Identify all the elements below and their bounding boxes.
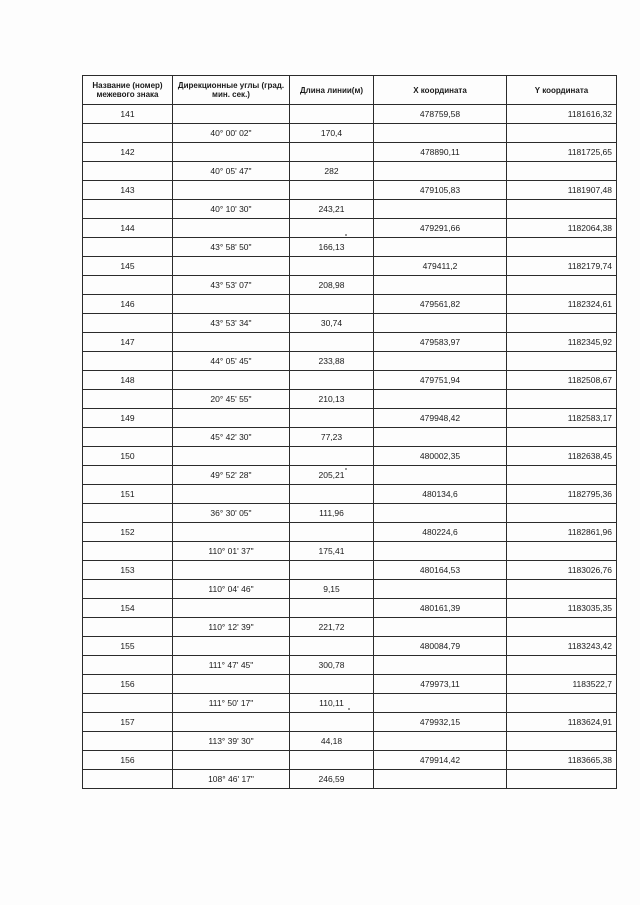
segment-angle: 45° 42' 30" (173, 428, 290, 447)
segment-row (83, 732, 617, 751)
empty-cell (374, 580, 507, 599)
empty-cell (83, 466, 173, 485)
point-y: 1182064,38 (507, 219, 617, 238)
empty-cell (173, 219, 290, 238)
point-name: 148 (83, 371, 173, 390)
segment-length: 282 (290, 162, 374, 181)
segment-angle: 44° 05' 45" (173, 352, 290, 371)
segment-row (83, 618, 617, 637)
segment-angle: 113° 39' 30" (173, 732, 290, 751)
point-name: 145 (83, 257, 173, 276)
empty-cell (173, 371, 290, 390)
empty-cell (374, 542, 507, 561)
point-x: 479751,94 (374, 371, 507, 390)
point-name: 153 (83, 561, 173, 580)
empty-cell (290, 181, 374, 200)
point-y: 1183035,35 (507, 599, 617, 618)
header-y: Y координата (507, 76, 617, 105)
empty-cell (173, 295, 290, 314)
segment-angle: 43° 53' 34" (173, 314, 290, 333)
header-name: Название (номер) межевого знака (83, 76, 173, 105)
empty-cell (507, 580, 617, 599)
empty-cell (374, 238, 507, 257)
empty-cell (290, 143, 374, 162)
scan-speck (345, 468, 347, 470)
point-name: 144 (83, 219, 173, 238)
segment-angle: 40° 10' 30" (173, 200, 290, 219)
point-row (83, 333, 617, 352)
empty-cell (83, 162, 173, 181)
point-row (83, 599, 617, 618)
point-name: 141 (83, 105, 173, 124)
empty-cell (507, 656, 617, 675)
segment-length: 233,88 (290, 352, 374, 371)
empty-cell (374, 770, 507, 789)
point-name: 143 (83, 181, 173, 200)
point-y: 1183624,91 (507, 713, 617, 732)
segment-row (83, 238, 617, 257)
segment-angle: 40° 05' 47" (173, 162, 290, 181)
empty-cell (507, 276, 617, 295)
point-y: 1182179,74 (507, 257, 617, 276)
segment-row (83, 352, 617, 371)
empty-cell (290, 257, 374, 276)
empty-cell (83, 618, 173, 637)
point-x: 480084,79 (374, 637, 507, 656)
point-x: 479973,11 (374, 675, 507, 694)
point-y: 1182583,17 (507, 409, 617, 428)
segment-row (83, 656, 617, 675)
header-length: Длина линии(м) (290, 76, 374, 105)
segment-angle: 20° 45' 55" (173, 390, 290, 409)
segment-angle: 110° 12' 39" (173, 618, 290, 637)
point-row (83, 751, 617, 770)
empty-cell (173, 561, 290, 580)
point-x: 480161,39 (374, 599, 507, 618)
empty-cell (173, 713, 290, 732)
point-x: 480002,35 (374, 447, 507, 466)
segment-row (83, 162, 617, 181)
segment-length: 205,21 (290, 466, 374, 485)
empty-cell (507, 200, 617, 219)
point-y: 1182861,96 (507, 523, 617, 542)
empty-cell (173, 143, 290, 162)
segment-row (83, 580, 617, 599)
point-name: 142 (83, 143, 173, 162)
empty-cell (83, 770, 173, 789)
point-x: 480224,6 (374, 523, 507, 542)
point-name: 147 (83, 333, 173, 352)
point-row (83, 219, 617, 238)
point-y: 1183665,38 (507, 751, 617, 770)
empty-cell (374, 390, 507, 409)
segment-angle: 108° 46' 17" (173, 770, 290, 789)
empty-cell (507, 314, 617, 333)
segment-length: 246,59 (290, 770, 374, 789)
segment-row (83, 276, 617, 295)
empty-cell (83, 276, 173, 295)
table-body (83, 105, 617, 789)
point-x: 479932,15 (374, 713, 507, 732)
empty-cell (290, 751, 374, 770)
empty-cell (83, 732, 173, 751)
point-row (83, 143, 617, 162)
empty-cell (507, 466, 617, 485)
segment-angle: 111° 50' 17" (173, 694, 290, 713)
segment-row (83, 200, 617, 219)
empty-cell (507, 770, 617, 789)
empty-cell (507, 694, 617, 713)
point-y: 1181616,32 (507, 105, 617, 124)
segment-row (83, 390, 617, 409)
point-y: 1182345,92 (507, 333, 617, 352)
empty-cell (83, 428, 173, 447)
empty-cell (374, 466, 507, 485)
empty-cell (290, 409, 374, 428)
point-name: 155 (83, 637, 173, 656)
scan-speck (348, 708, 350, 710)
segment-length: 110,11 (290, 694, 374, 713)
empty-cell (83, 542, 173, 561)
point-y: 1182324,61 (507, 295, 617, 314)
point-y: 1182795,36 (507, 485, 617, 504)
segment-angle: 43° 58' 50" (173, 238, 290, 257)
point-row (83, 105, 617, 124)
empty-cell (507, 732, 617, 751)
segment-length: 44,18 (290, 732, 374, 751)
point-y: 1181907,48 (507, 181, 617, 200)
empty-cell (83, 504, 173, 523)
empty-cell (290, 447, 374, 466)
segment-length: 77,23 (290, 428, 374, 447)
empty-cell (173, 751, 290, 770)
point-row (83, 523, 617, 542)
segment-angle: 110° 04' 46" (173, 580, 290, 599)
point-x: 479914,42 (374, 751, 507, 770)
segment-angle: 43° 53' 07" (173, 276, 290, 295)
empty-cell (374, 504, 507, 523)
empty-cell (173, 447, 290, 466)
point-x: 479105,83 (374, 181, 507, 200)
empty-cell (83, 200, 173, 219)
empty-cell (507, 542, 617, 561)
empty-cell (374, 276, 507, 295)
segment-angle: 49° 52' 28" (173, 466, 290, 485)
empty-cell (173, 181, 290, 200)
empty-cell (173, 409, 290, 428)
empty-cell (173, 599, 290, 618)
segment-length: 111,96 (290, 504, 374, 523)
point-row (83, 713, 617, 732)
point-x: 479411,2 (374, 257, 507, 276)
empty-cell (83, 124, 173, 143)
segment-row (83, 314, 617, 333)
segment-length: 175,41 (290, 542, 374, 561)
empty-cell (173, 257, 290, 276)
empty-cell (290, 713, 374, 732)
point-y: 1183026,76 (507, 561, 617, 580)
empty-cell (173, 637, 290, 656)
empty-cell (290, 371, 374, 390)
point-row (83, 181, 617, 200)
point-row (83, 447, 617, 466)
point-y: 1181725,65 (507, 143, 617, 162)
empty-cell (374, 352, 507, 371)
empty-cell (173, 333, 290, 352)
segment-length: 208,98 (290, 276, 374, 295)
point-name: 157 (83, 713, 173, 732)
empty-cell (83, 656, 173, 675)
segment-angle: 111° 47' 45" (173, 656, 290, 675)
point-x: 480164,53 (374, 561, 507, 580)
header-x: X координата (374, 76, 507, 105)
empty-cell (290, 637, 374, 656)
empty-cell (83, 352, 173, 371)
empty-cell (374, 200, 507, 219)
empty-cell (507, 162, 617, 181)
segment-length: 210,13 (290, 390, 374, 409)
segment-length: 170,4 (290, 124, 374, 143)
point-x: 479948,42 (374, 409, 507, 428)
point-x: 479291,66 (374, 219, 507, 238)
segment-row (83, 504, 617, 523)
point-name: 150 (83, 447, 173, 466)
empty-cell (83, 694, 173, 713)
empty-cell (374, 314, 507, 333)
empty-cell (290, 523, 374, 542)
empty-cell (83, 390, 173, 409)
point-row (83, 485, 617, 504)
empty-cell (374, 618, 507, 637)
empty-cell (290, 485, 374, 504)
empty-cell (290, 675, 374, 694)
empty-cell (374, 694, 507, 713)
segment-row (83, 124, 617, 143)
point-name: 151 (83, 485, 173, 504)
point-row (83, 561, 617, 580)
empty-cell (507, 238, 617, 257)
point-name: 146 (83, 295, 173, 314)
empty-cell (507, 504, 617, 523)
empty-cell (507, 352, 617, 371)
point-name: 156 (83, 675, 173, 694)
header-angle: Дирекционные углы (град. мин. сек.) (173, 76, 290, 105)
point-name: 152 (83, 523, 173, 542)
segment-row (83, 428, 617, 447)
empty-cell (290, 599, 374, 618)
empty-cell (83, 238, 173, 257)
segment-length: 9,15 (290, 580, 374, 599)
point-row (83, 637, 617, 656)
empty-cell (290, 333, 374, 352)
empty-cell (173, 105, 290, 124)
header-row (83, 76, 617, 105)
empty-cell (507, 124, 617, 143)
segment-angle: 36° 30' 05" (173, 504, 290, 523)
segment-row (83, 542, 617, 561)
segment-angle: 110° 01' 37" (173, 542, 290, 561)
point-x: 478890,11 (374, 143, 507, 162)
segment-row (83, 466, 617, 485)
point-y: 1183522,7 (507, 675, 617, 694)
empty-cell (290, 295, 374, 314)
segment-length: 243,21 (290, 200, 374, 219)
empty-cell (374, 428, 507, 447)
point-y: 1182638,45 (507, 447, 617, 466)
empty-cell (290, 105, 374, 124)
empty-cell (173, 523, 290, 542)
point-row (83, 295, 617, 314)
point-x: 479561,82 (374, 295, 507, 314)
empty-cell (374, 732, 507, 751)
table-header (83, 76, 617, 105)
empty-cell (83, 314, 173, 333)
boundary-coordinates-table (82, 75, 617, 789)
segment-length: 300,78 (290, 656, 374, 675)
point-row (83, 409, 617, 428)
point-row (83, 257, 617, 276)
segment-length: 221,72 (290, 618, 374, 637)
empty-cell (374, 124, 507, 143)
empty-cell (507, 390, 617, 409)
segment-row (83, 770, 617, 789)
scan-speck (345, 234, 347, 236)
empty-cell (374, 162, 507, 181)
point-y: 1182508,67 (507, 371, 617, 390)
point-name: 154 (83, 599, 173, 618)
segment-angle: 40° 00' 02" (173, 124, 290, 143)
point-row (83, 675, 617, 694)
point-x: 478759,58 (374, 105, 507, 124)
empty-cell (290, 219, 374, 238)
point-x: 479583,97 (374, 333, 507, 352)
segment-length: 166,13 (290, 238, 374, 257)
point-name: 149 (83, 409, 173, 428)
point-y: 1183243,42 (507, 637, 617, 656)
empty-cell (374, 656, 507, 675)
segment-length: 30,74 (290, 314, 374, 333)
empty-cell (290, 561, 374, 580)
point-name: 156 (83, 751, 173, 770)
point-x: 480134,6 (374, 485, 507, 504)
point-row (83, 371, 617, 390)
empty-cell (83, 580, 173, 599)
empty-cell (507, 618, 617, 637)
empty-cell (173, 675, 290, 694)
empty-cell (507, 428, 617, 447)
empty-cell (173, 485, 290, 504)
